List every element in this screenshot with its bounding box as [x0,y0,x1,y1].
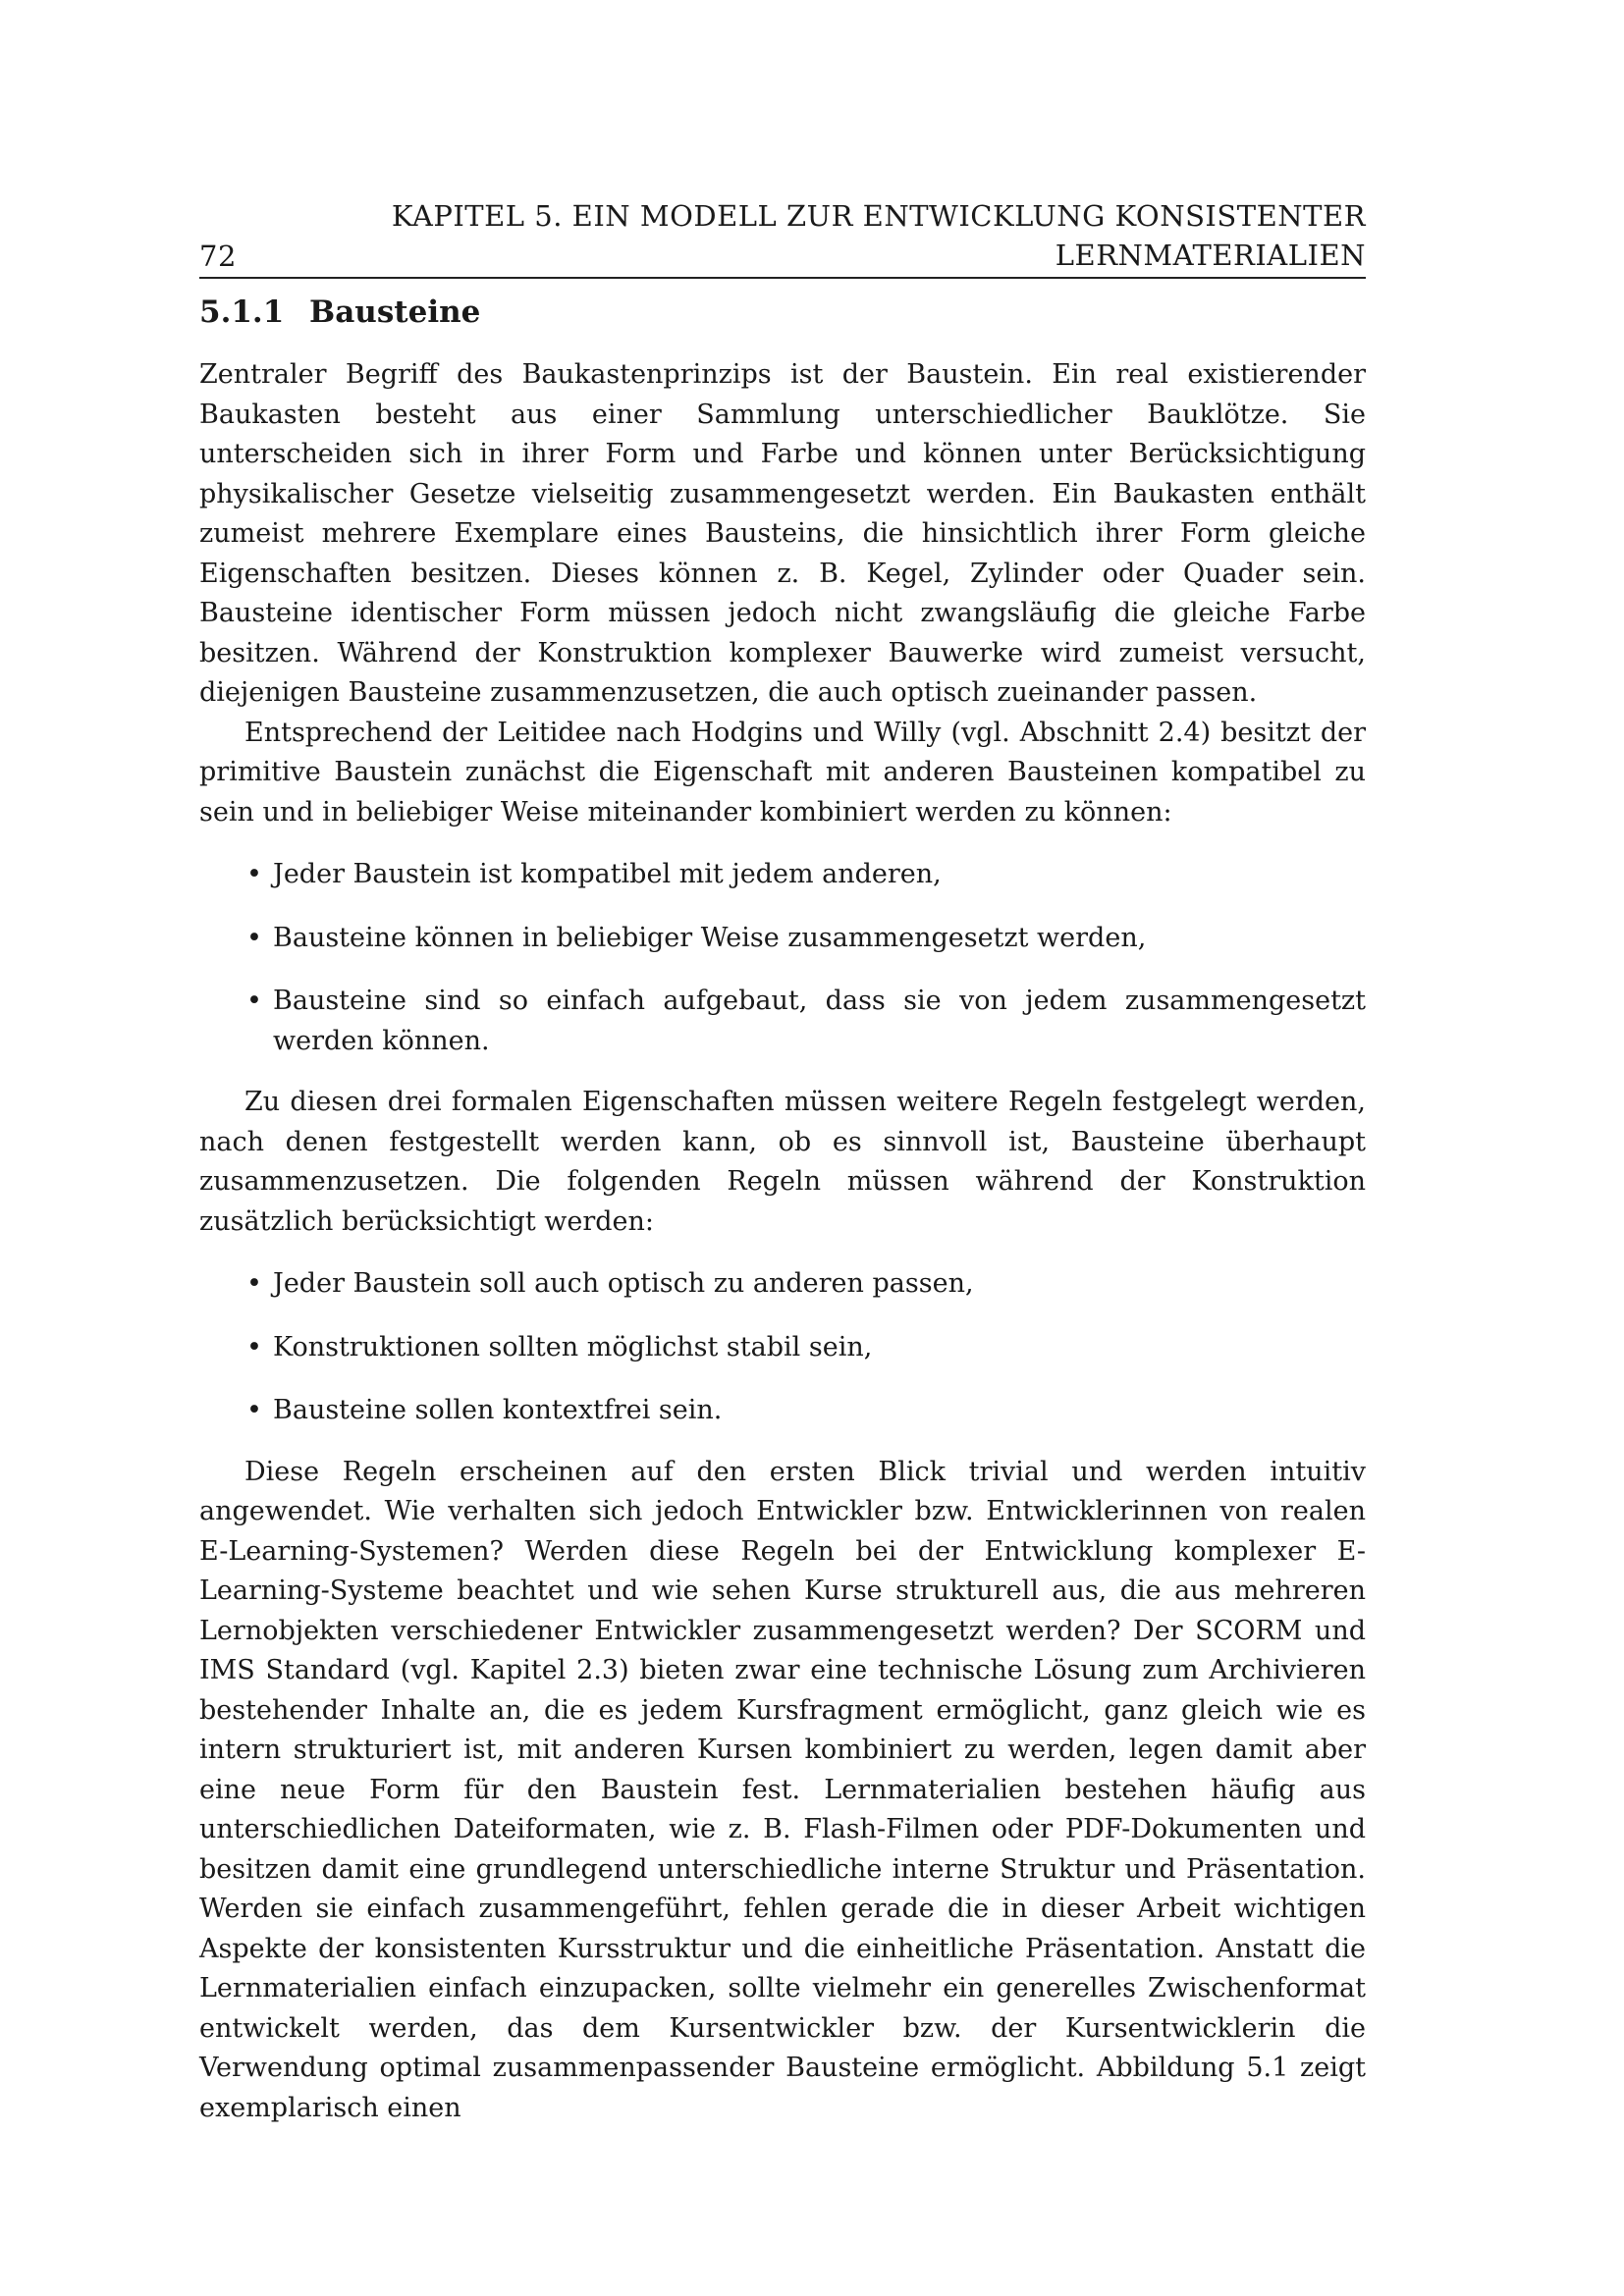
list-item [199,1391,1366,1431]
paragraph-4: Diese Regeln erscheinen auf den ersten Blick trivial und werden intuitiv angewendet. Wie verhalten sich jedoch Entwickler bzw. Entwicklerinnen von realen E-Learning-Systemen? Werden diese Regeln bei der Entwicklung komplexer E-Learning-Systeme beachtet und wie sehen Kurse strukturell aus, die aus mehreren Lernobjekten verschiedener Entwickler zusammengesetzt werden? Der SCORM und IMS Standard (vgl. Kapitel 2.3) bieten zwar eine technische Lösung zum Archivieren bestehender Inhalte an, die es jedem Kursfragment ermöglicht, ganz gleich wie es intern strukturiert ist, mit anderen Kursen kombiniert zu werden, legen damit aber eine neue Form für den Baustein fest. Lernmaterialien bestehen häufig aus unterschiedlichen Dateiformaten, wie z. B. Flash-Filmen oder PDF-Dokumenten und besitzen damit eine grundlegend unterschiedliche interne Struktur und Präsentation. Werden sie einfach zusammengeführt, fehlen gerade die in dieser Arbeit wichtigen Aspekte der konsistenten Kursstruktur und die einheitliche Präsentation. Anstatt die Lernmaterialien einfach einzupacken, sollte vielmehr ein generelles Zwischenformat entwickelt werden, das dem Kursentwickler bzw. der Kursentwicklerin die Verwendung optimal zusammenpassender Bausteine ermöglicht. Abbildung 5.1 zeigt exemplarisch einen [199,1456,1366,2123]
list-item [199,1328,1366,1368]
list-item [199,855,1366,895]
bullet-icon: • [246,1331,262,1362]
chapter-title [392,196,1366,275]
list-item-text: Bausteine können in beliebiger Weise zusammengesetzt werden, [273,922,1147,953]
bullet-icon: • [246,1268,262,1299]
property-list [199,855,1366,1061]
bullet-icon: • [246,1395,262,1425]
chapter-title-line-1: KAPITEL 5. EIN MODELL ZUR ENTWICKLUNG KONSISTENTER [391,199,1366,233]
list-item-text: Konstruktionen sollten möglichst stabil sein, [273,1331,873,1362]
running-header [199,196,1366,279]
list-item-text: Jeder Baustein soll auch optisch zu anderen passen, [273,1268,974,1299]
list-item [199,982,1366,1061]
paragraph-2: Entsprechend der Leitidee nach Hodgins und Willy (vgl. Abschnitt 2.4) besitzt der primitive Baustein zunächst die Eigenschaft mit anderen Bausteinen kompatibel zu sein und in beliebiger Weise miteinander kombiniert werden zu können: [199,717,1366,828]
page-number: 72 [199,240,237,273]
bullet-icon: • [246,859,262,889]
bullet-icon: • [246,922,262,953]
paragraph-3: Zu diesen drei formalen Eigenschaften müssen weitere Regeln festgelegt werden, nach denen festgestellt werden kann, ob es sinnvoll ist, Bausteine überhaupt zusammenzusetzen. Die folgenden Regeln müssen während der Konstruktion zusätzlich berücksichtigt werden: [199,1087,1366,1237]
section-number: 5.1.1 [199,294,285,330]
bullet-icon: • [246,986,262,1016]
list-item-text: Bausteine sind so einfach aufgebaut, dass sie von jedem zusammengesetzt werden können. [273,986,1366,1056]
body-text [199,355,1366,2128]
rules-list [199,1264,1366,1431]
list-item-text: Bausteine sollen kontextfrei sein. [273,1395,723,1425]
section-title: Bausteine [309,294,481,330]
list-item-text: Jeder Baustein ist kompatibel mit jedem anderen, [273,859,942,889]
paragraph-1: Zentraler Begriff des Baukastenprinzips ist der Baustein. Ein real existierender Baukasten besteht aus einer Sammlung unterschiedlicher Bauklötze. Sie unterscheiden sich in ihrer Form und Farbe und können unter Berücksichtigung physikalischer Gesetze vielseitig zusammengesetzt werden. Ein Baukasten enthält zumeist mehrere Exemplare eines Bausteins, die hinsichtlich ihrer Form gleiche Eigenschaften besitzen. Dieses können z. B. Kegel, Zylinder oder Quader sein. Bausteine identischer Form müssen jedoch nicht zwangsläufig die gleiche Farbe besitzen. Während der Konstruktion komplexer Bauwerke wird zumeist versucht, diejenigen Bausteine zusammenzusetzen, die auch optisch zueinander passen. [199,359,1366,708]
section-heading [199,294,480,330]
chapter-title-line-2: LERNMATERIALIEN [1055,239,1366,272]
list-item [199,919,1366,959]
list-item [199,1264,1366,1305]
